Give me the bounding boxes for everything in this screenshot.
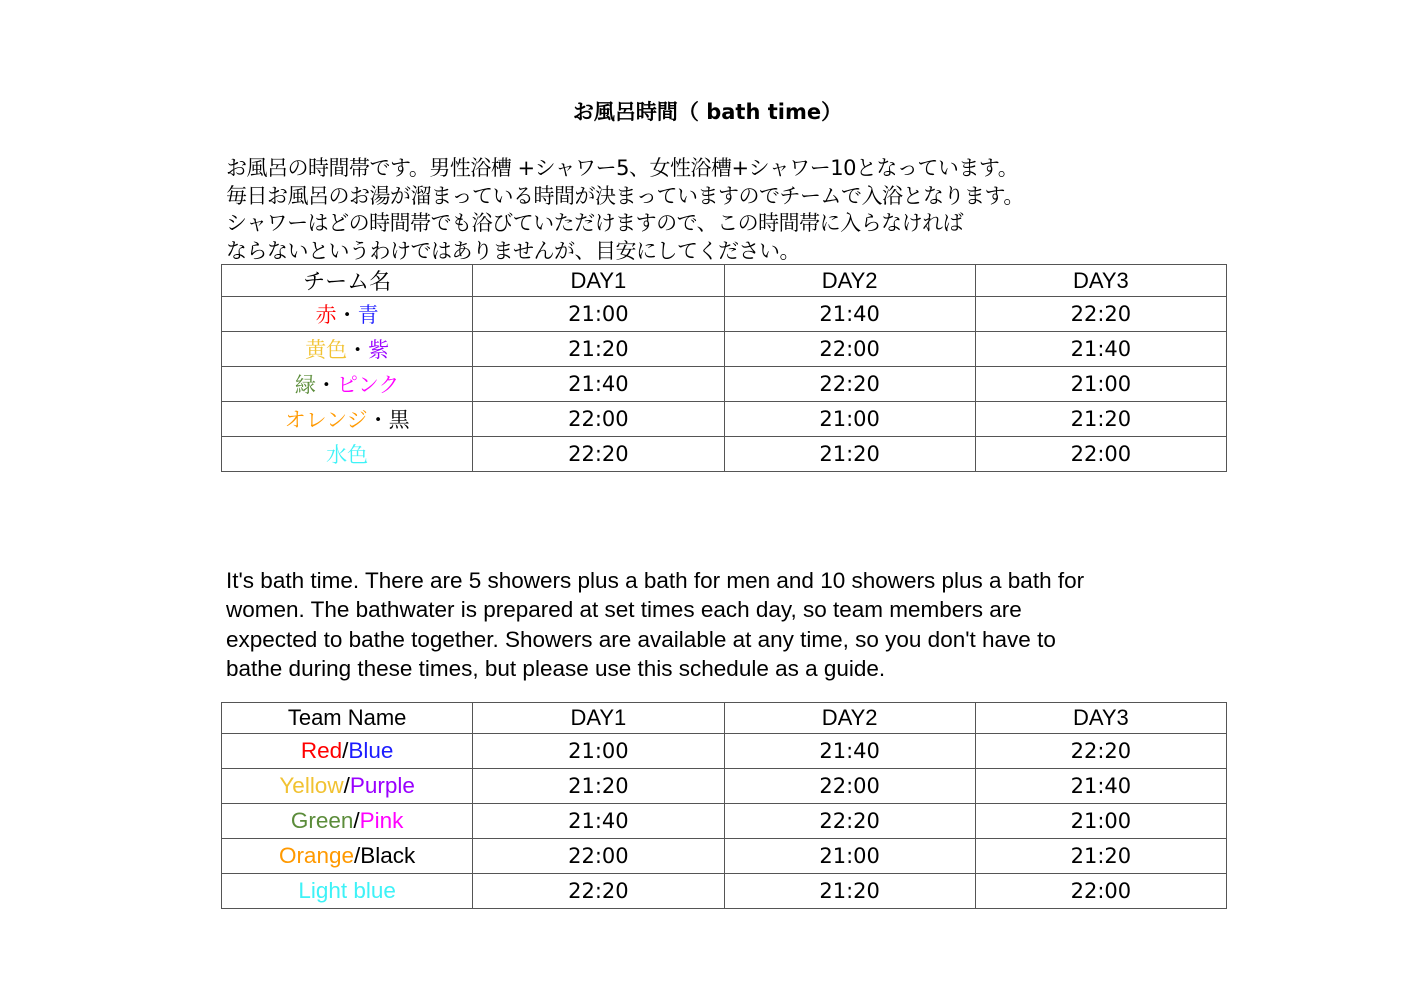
table-row [222, 332, 1227, 367]
team-color-label: / [343, 773, 350, 798]
column-header: チーム名 [222, 265, 473, 297]
bath-time-cell: 21:00 [975, 804, 1226, 839]
team-color-label: / [353, 808, 360, 833]
bath-time-cell: 22:00 [473, 402, 724, 437]
team-color-label: / [342, 738, 349, 763]
team-color-label: 赤 [315, 303, 337, 327]
team-name-cell [222, 734, 473, 769]
table-row [222, 804, 1227, 839]
header-row [222, 703, 1227, 734]
bath-time-cell: 21:40 [473, 367, 724, 402]
team-color-label: / [354, 843, 361, 868]
english-description: It's bath time. There are 5 showers plus a bath for men and 10 showers plus a bath for women. The bathwater is prepared at set times each day, so team members are expected to bathe together. Showers are available at any time, so you don't have to bathe during these times, but please use this schedule as a guide. [226, 568, 1085, 681]
bath-time-cell: 21:40 [975, 332, 1226, 367]
team-color-label: 紫 [368, 338, 390, 362]
schedule-table-english [221, 702, 1227, 909]
bath-time-cell: 21:20 [975, 839, 1226, 874]
team-name-cell [222, 839, 473, 874]
bath-time-cell: 22:20 [473, 874, 724, 909]
team-name-cell [222, 297, 473, 332]
column-header: DAY2 [724, 703, 975, 734]
bath-time-cell: 21:00 [724, 839, 975, 874]
bath-time-cell: 22:20 [975, 297, 1226, 332]
team-color-label: 黒 [388, 408, 410, 432]
bath-time-cell: 21:20 [724, 874, 975, 909]
team-color-label: 緑 [294, 373, 316, 397]
table-row [222, 769, 1227, 804]
bath-time-cell: 22:00 [724, 332, 975, 367]
bath-time-cell: 22:00 [473, 839, 724, 874]
table-row [222, 437, 1227, 472]
team-color-label: オレンジ [284, 408, 368, 432]
bath-time-cell: 22:00 [975, 874, 1226, 909]
table-row [222, 402, 1227, 437]
japanese-description: お風呂の時間帯です。男性浴槽 +シャワー5、女性浴槽+シャワー10となっています。 毎日お風呂のお湯が溜まっている時間が決まっていますのでチームで入浴となります。 シャワーはどの時間帯でも浴びていただけますので、この時間帯に入らなければ ならないというわけではありませんが、目安にしてください。 [226, 156, 1024, 263]
bath-time-cell: 21:00 [473, 297, 724, 332]
team-color-label: Blue [348, 738, 394, 763]
team-color-label: Light blue [298, 878, 396, 903]
column-header: DAY3 [975, 703, 1226, 734]
bath-time-cell: 22:00 [724, 769, 975, 804]
team-color-label: 水色 [326, 443, 369, 467]
bath-time-cell: 21:20 [473, 332, 724, 367]
team-name-cell [222, 804, 473, 839]
header-row [222, 265, 1227, 297]
team-color-label: ・ [347, 338, 369, 362]
team-color-label: Yellow [279, 773, 344, 798]
team-color-label: ・ [315, 373, 337, 397]
bath-time-cell: 21:20 [975, 402, 1226, 437]
team-color-label: Pink [359, 808, 404, 833]
bath-time-cell: 21:40 [473, 804, 724, 839]
team-color-label: Red [300, 738, 343, 763]
bath-time-cell: 21:00 [975, 367, 1226, 402]
team-color-label: ・ [336, 303, 358, 327]
column-header: DAY3 [975, 265, 1226, 297]
team-name-cell [222, 402, 473, 437]
bath-time-cell: 21:20 [724, 437, 975, 472]
bath-time-cell: 21:40 [975, 769, 1226, 804]
column-header: DAY2 [724, 265, 975, 297]
bath-time-cell: 21:00 [473, 734, 724, 769]
bath-time-cell: 22:20 [724, 804, 975, 839]
bath-time-cell: 21:40 [724, 297, 975, 332]
bath-time-cell: 22:00 [975, 437, 1226, 472]
team-name-cell [222, 874, 473, 909]
team-name-cell [222, 437, 473, 472]
column-header: DAY1 [473, 703, 724, 734]
table-row [222, 367, 1227, 402]
team-color-label: Orange [278, 843, 354, 868]
team-color-label: Purple [349, 773, 415, 798]
team-name-cell [222, 332, 473, 367]
bath-time-cell: 21:20 [473, 769, 724, 804]
team-name-cell [222, 367, 473, 402]
team-color-label: ピンク [336, 373, 400, 397]
page-title: お風呂時間（ bath time） [572, 100, 843, 124]
bath-time-cell: 22:20 [975, 734, 1226, 769]
team-name-cell [222, 769, 473, 804]
table-row [222, 839, 1227, 874]
team-color-label: ・ [367, 408, 389, 432]
schedule-table-japanese [221, 264, 1227, 472]
bath-time-cell: 22:20 [473, 437, 724, 472]
table-row [222, 874, 1227, 909]
team-color-label: 黄色 [305, 338, 348, 362]
column-header: Team Name [222, 703, 473, 734]
team-color-label: Green [290, 808, 354, 833]
table-row [222, 297, 1227, 332]
team-color-label: Black [360, 843, 416, 868]
table-row [222, 734, 1227, 769]
bath-time-cell: 22:20 [724, 367, 975, 402]
bath-time-cell: 21:00 [724, 402, 975, 437]
bath-time-cell: 21:40 [724, 734, 975, 769]
column-header: DAY1 [473, 265, 724, 297]
team-color-label: 青 [357, 303, 379, 327]
